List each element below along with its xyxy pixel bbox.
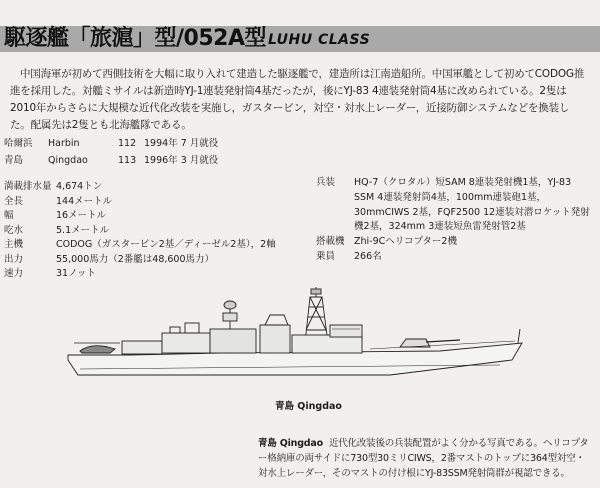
ship-name-en: Harbin bbox=[48, 138, 80, 149]
spec-key: 幅 bbox=[4, 210, 14, 221]
hull-number: 112 bbox=[118, 138, 137, 149]
spec-value: 5.1メートル bbox=[56, 224, 110, 236]
specs-left bbox=[4, 180, 276, 282]
hull-number: 113 bbox=[118, 155, 137, 166]
commission-date: 1996年 3 月就役 bbox=[144, 155, 219, 166]
page-title: 駆逐艦「旅滬」型/052A型 bbox=[4, 26, 266, 51]
spec-value: Zhi-9Cヘリコプター2機 bbox=[354, 236, 457, 248]
spec-row bbox=[4, 238, 276, 253]
helicopter-icon bbox=[80, 346, 115, 353]
spec-row bbox=[4, 267, 276, 282]
specs-right bbox=[316, 176, 590, 265]
spec-row bbox=[4, 180, 276, 195]
spec-value: 31ノット bbox=[56, 268, 96, 279]
spec-value: 144メートル bbox=[56, 195, 113, 207]
spec-row bbox=[316, 176, 590, 235]
spec-row bbox=[4, 253, 276, 268]
ship-name-en: Qingdao bbox=[48, 155, 88, 166]
spec-value: 16メートル bbox=[56, 210, 107, 221]
caption-text: 近代化改装後の兵装配置がよく分かる写真である。ヘリコプター格納庫の両サイドに730型30ミリCIWS，2番マストのトップに364型対空・対水上レーダー，そのマストの付け根にYJ-83SSM発射筒群が視認できる。 bbox=[258, 438, 589, 479]
intro-paragraph: 中国海軍が初めて西側技術を大幅に取り入れて建造した駆逐艦で，建造所は江南造船所。中国軍艦として初めてCODOG推進を採用した。対艦ミサイルは新造時YJ-1連装発射筒4基だったが，後にYJ-83 4連装発射筒4基に改められている。2隻は2010年からさらに大規模な近代化改装を実施し，ガスタービン，対空・対水上レーダー，近接防御システムなどを換装した。配属先は2隻とも北海艦隊である。 bbox=[10, 68, 585, 131]
ship-profile-drawing bbox=[60, 285, 530, 395]
spec-row bbox=[316, 235, 590, 250]
spec-value: 266名 bbox=[354, 250, 382, 262]
spec-key: 乗員 bbox=[316, 250, 336, 262]
spec-row bbox=[316, 250, 590, 265]
spec-value: CODOG（ガスタービン2基／ディーゼル2基），2軸 bbox=[56, 239, 276, 250]
ship-name-jp: 哈爾浜 bbox=[4, 138, 33, 149]
spec-key: 全長 bbox=[4, 195, 24, 207]
class-name-english: LUHU CLASS bbox=[268, 32, 371, 48]
ship-name-jp: 青島 bbox=[4, 155, 24, 166]
spec-row bbox=[4, 209, 276, 224]
spec-key: 兵装 bbox=[316, 177, 336, 188]
ship-row bbox=[4, 152, 218, 169]
spec-value: 4,674トン bbox=[56, 181, 103, 192]
spec-key: 出力 bbox=[4, 253, 24, 265]
ship-row bbox=[4, 135, 218, 152]
spec-value: 55,000馬力（2番艦は48,600馬力） bbox=[56, 253, 215, 265]
drawing-caption: 青島 Qingdao bbox=[275, 401, 342, 412]
hangar bbox=[122, 341, 162, 354]
spec-row bbox=[4, 224, 276, 239]
spec-key: 主機 bbox=[4, 239, 24, 250]
spec-key: 満載排水量 bbox=[4, 181, 52, 192]
spec-key: 搭載機 bbox=[316, 236, 345, 248]
commission-date: 1994年 7 月就役 bbox=[144, 138, 219, 149]
spec-key: 吃水 bbox=[4, 224, 24, 236]
ship-list bbox=[4, 135, 218, 169]
spec-key: 速力 bbox=[4, 268, 24, 279]
spec-row bbox=[4, 195, 276, 210]
photo-caption bbox=[258, 436, 594, 481]
spec-value: HQ-7（クロタル）短SAM 8連装発射機1基，YJ-83 SSM 4連装発射筒4基，100mm連装砲1基，30mmCIWS 2基，FQF2500 12連装対潜ロケット発射機2基，324mm 3連装短魚雷発射管2基 bbox=[354, 177, 590, 233]
caption-lead: 青島 Qingdao bbox=[258, 438, 323, 449]
